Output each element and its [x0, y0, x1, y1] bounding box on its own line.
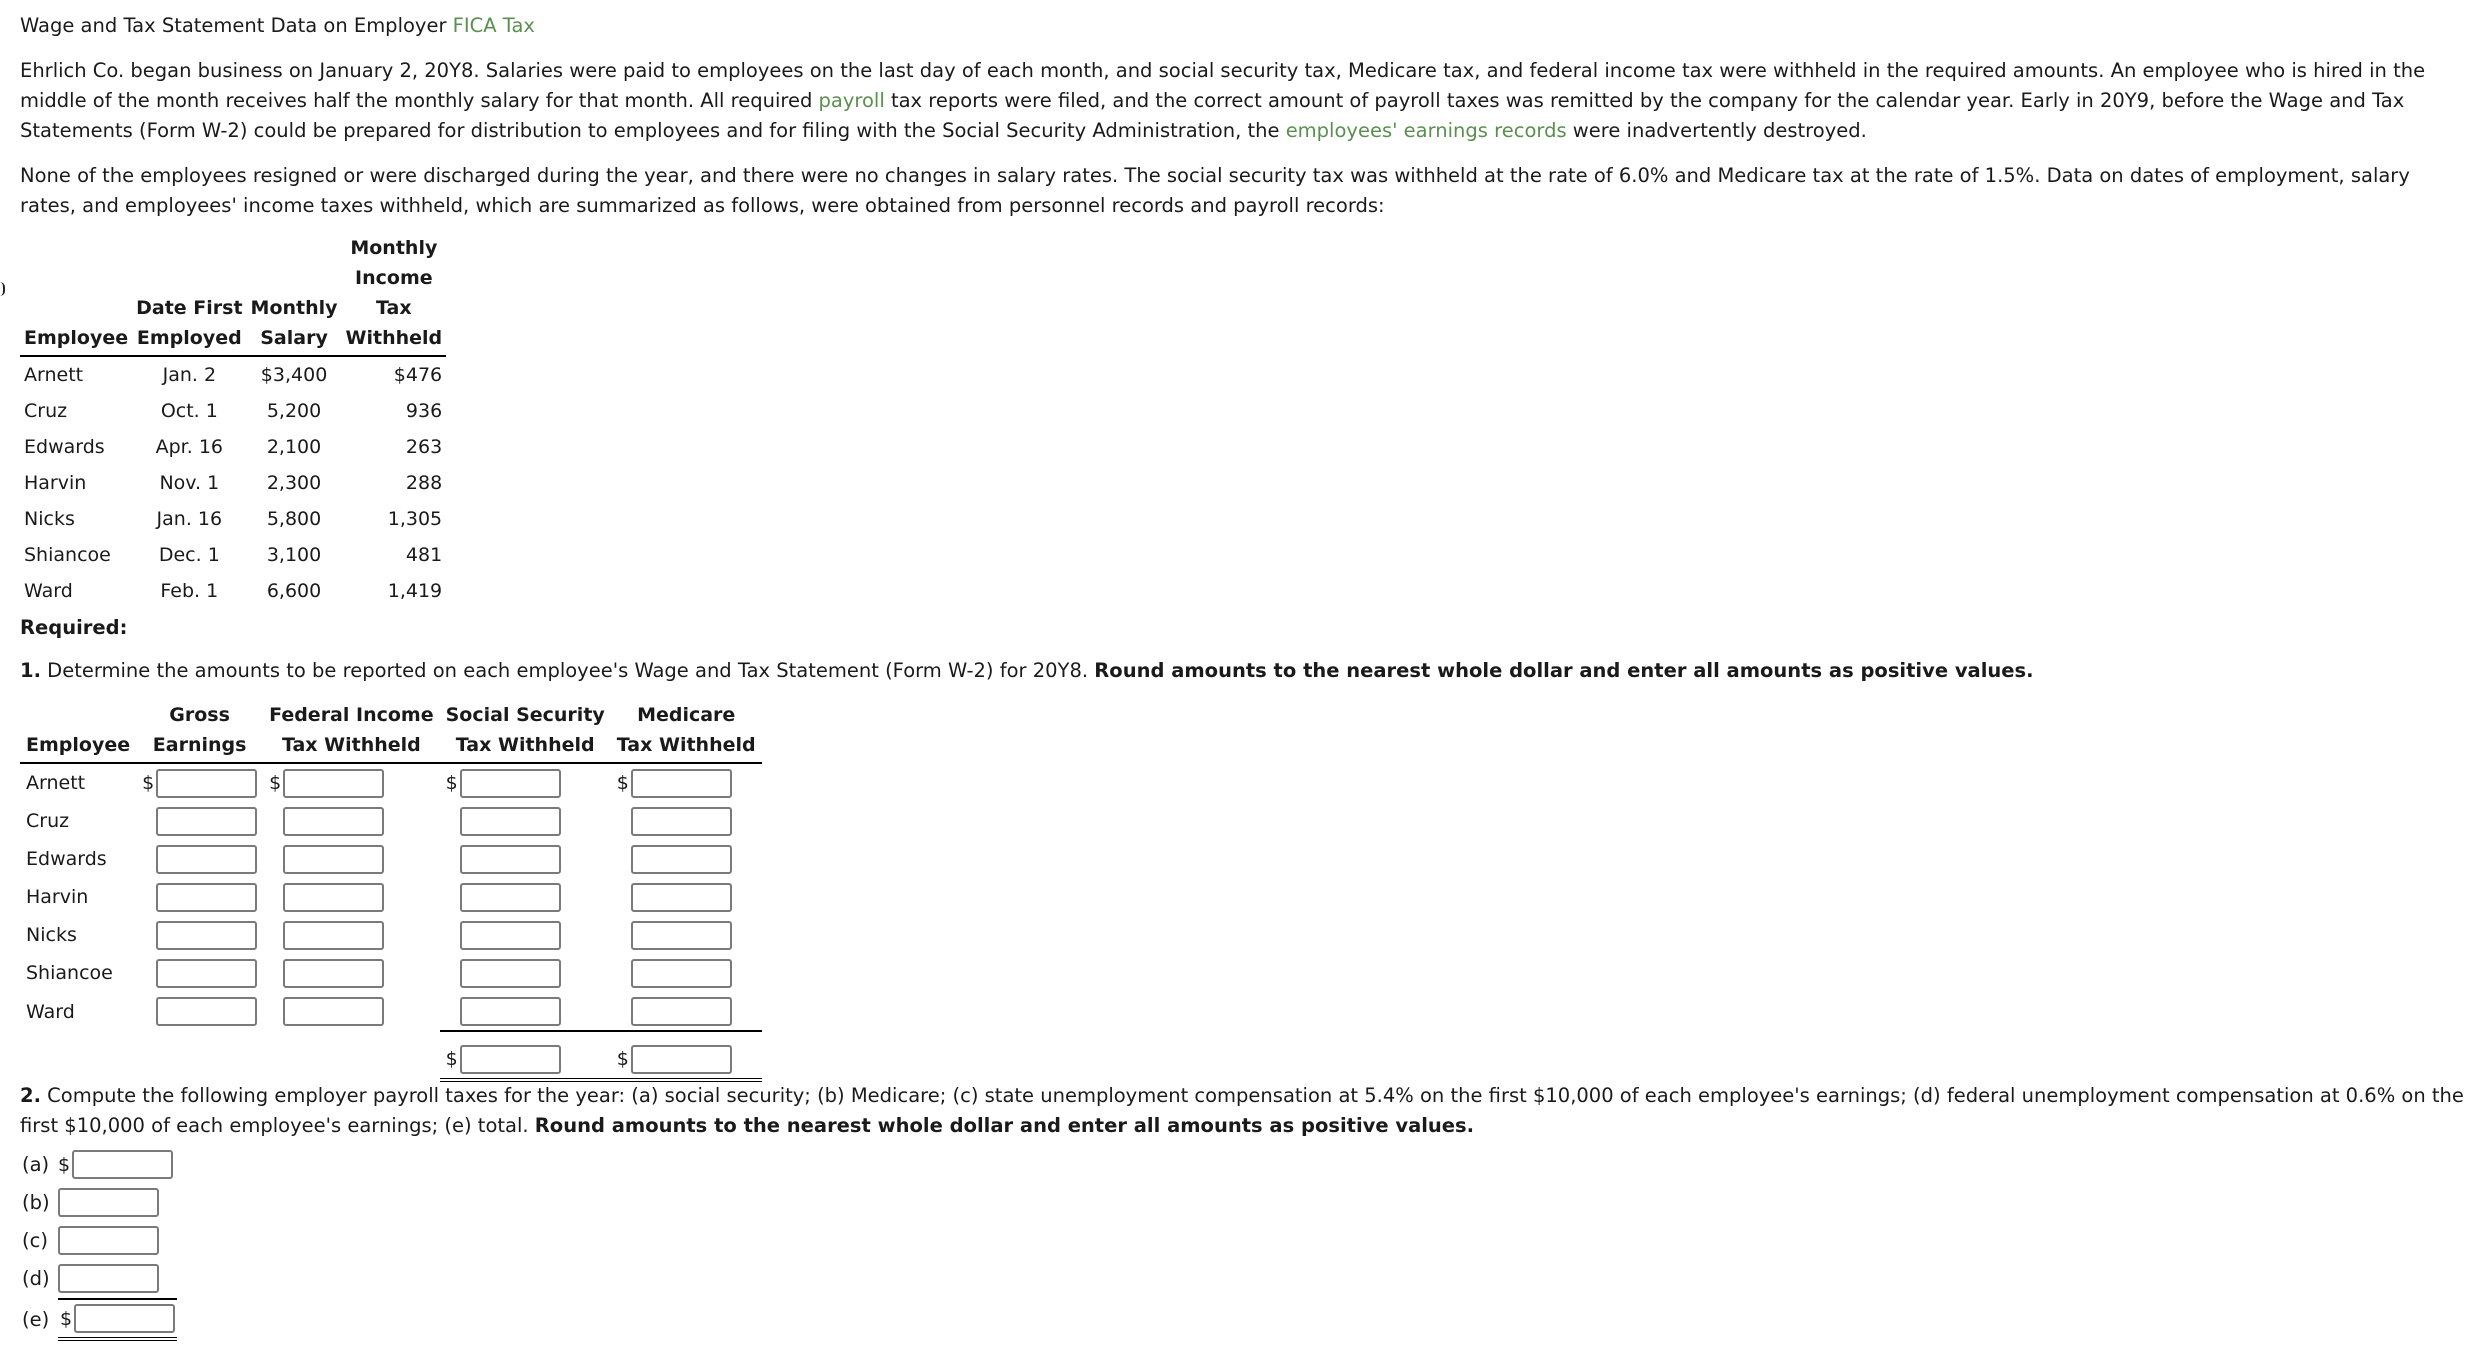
table-row [20, 954, 762, 992]
w2-employee-name: Edwards [26, 848, 107, 870]
federal-tax-input[interactable] [283, 807, 384, 836]
table-row [20, 840, 762, 878]
answer-b-input[interactable] [58, 1188, 159, 1217]
currency-symbol: $ [445, 1048, 458, 1070]
left-edge-marker [0, 282, 5, 296]
social-security-input[interactable] [460, 921, 561, 950]
w2-employee-name: Nicks [26, 924, 77, 946]
date-employed: Feb. 1 [160, 580, 219, 602]
monthly-salary: 6,600 [266, 580, 322, 602]
table-row [20, 356, 446, 393]
w2-employee-name: Cruz [26, 810, 70, 832]
question-2-number: 2. [20, 1084, 41, 1107]
monthly-tax: 1,419 [387, 580, 443, 602]
table-row [20, 501, 446, 537]
w2-answer-table [20, 700, 762, 1082]
answer-label-e: (e) [22, 1308, 50, 1331]
medicare-input[interactable] [631, 769, 732, 798]
question-1-instruction: Round amounts to the nearest whole dollar and enter all amounts as positive values. [1094, 659, 2034, 682]
federal-tax-input[interactable] [283, 883, 384, 912]
gross-earnings-input[interactable] [156, 883, 257, 912]
para1-text-1: Ehrlich Co. began business on January 2, 20Y8. Salaries were paid to employees on the last day of each month, and social security tax, Medicare tax, and federal income tax were withheld in the required amounts. An employee who is hired in the middle of the month receives half the monthly salary for that month. All required [20, 59, 2426, 112]
para1-text-3: were inadvertently destroyed. [1566, 119, 1867, 142]
answer-label-b: (b) [22, 1191, 50, 1214]
medicare-input[interactable] [631, 845, 732, 874]
table-row [20, 537, 446, 573]
employee-name: Cruz [24, 400, 68, 422]
w2-employee-header: Employee [20, 730, 136, 763]
social-security-total-input[interactable] [460, 1045, 561, 1074]
data-paragraph: None of the employees resigned or were discharged during the year, and there were no changes in salary rates. The social security tax was withheld at the rate of 6.0% and Medicare tax at the rate of 1.5%. Data on dates of employment, salary rates, and employees' income taxes withheld, which are summarized as follows, were obtained from personnel records and payroll records: [20, 164, 2410, 217]
currency-symbol: $ [60, 1307, 73, 1330]
date-employed: Jan. 2 [162, 364, 217, 386]
monthly-salary: 5,800 [266, 508, 322, 530]
federal-tax-input[interactable] [283, 921, 384, 950]
medicare-input[interactable] [631, 959, 732, 988]
currency-symbol: $ [445, 772, 458, 794]
ss-header-line1: Social Security [445, 704, 605, 726]
table-row [20, 393, 446, 429]
table-row [20, 465, 446, 501]
monthly-salary: $3,400 [260, 364, 328, 386]
social-security-input[interactable] [460, 769, 561, 798]
medicare-input[interactable] [631, 921, 732, 950]
monthly-tax: 936 [405, 400, 443, 422]
employee-name: Edwards [24, 436, 105, 458]
employee-header: Employee [20, 323, 132, 356]
date-employed: Nov. 1 [159, 472, 220, 494]
employee-name: Nicks [24, 508, 75, 530]
table-row [20, 573, 446, 609]
monthly-tax: $476 [393, 364, 443, 386]
fed-header-line1: Federal Income [269, 704, 434, 726]
ss-header-line2: Tax Withheld [440, 730, 611, 763]
total-underline [58, 1298, 177, 1341]
question-2 [20, 1081, 2470, 1141]
federal-tax-input[interactable] [283, 845, 384, 874]
monthly-salary: 5,200 [266, 400, 322, 422]
currency-symbol: $ [269, 772, 282, 794]
para1-text-2: tax reports were filed, and the correct amount of payroll taxes was remitted by the company for the calendar year. Early in 20Y9, before the Wage and Tax Statements (Form W-2) could be prepared for distribution to employees and for filing with the Social Security Administration, the [20, 89, 2405, 142]
monthly-tax: 288 [405, 472, 443, 494]
tax-header-line3: Tax [376, 297, 412, 319]
medicare-input[interactable] [631, 807, 732, 836]
gross-earnings-input[interactable] [156, 845, 257, 874]
table-row [20, 763, 762, 802]
date-employed: Oct. 1 [160, 400, 218, 422]
question-1-text: Determine the amounts to be reported on each employee's Wage and Tax Statement (Form W-2) for 20Y8. [40, 659, 1095, 682]
fed-header-line2: Tax Withheld [263, 730, 440, 763]
monthly-tax: 481 [405, 544, 443, 566]
tax-header-line2: Income [355, 267, 433, 289]
monthly-salary: 2,100 [266, 436, 322, 458]
gross-earnings-input[interactable] [156, 769, 257, 798]
monthly-tax: 1,305 [387, 508, 443, 530]
social-security-input[interactable] [460, 997, 561, 1026]
federal-tax-input[interactable] [283, 959, 384, 988]
employee-name: Arnett [24, 364, 84, 386]
gross-earnings-input[interactable] [156, 807, 257, 836]
federal-tax-input[interactable] [283, 997, 384, 1026]
table-row [20, 429, 446, 465]
date-header-line1: Date First [136, 297, 243, 319]
tax-header-line4: Withheld [342, 323, 447, 356]
salary-header-line1: Monthly [250, 297, 338, 319]
social-security-input[interactable] [460, 845, 561, 874]
answer-d-input[interactable] [58, 1264, 159, 1293]
monthly-tax: 263 [405, 436, 443, 458]
social-security-input[interactable] [460, 959, 561, 988]
currency-symbol: $ [616, 1048, 629, 1070]
medicare-total-input[interactable] [631, 1045, 732, 1074]
answer-a-input[interactable] [72, 1150, 173, 1179]
gross-earnings-input[interactable] [156, 959, 257, 988]
date-employed: Jan. 16 [156, 508, 223, 530]
answer-c-input[interactable] [58, 1226, 159, 1255]
employee-name: Ward [24, 580, 73, 602]
answer-row-c [22, 1226, 159, 1255]
answer-row-d [22, 1264, 159, 1293]
social-security-input[interactable] [460, 807, 561, 836]
federal-tax-input[interactable] [283, 769, 384, 798]
w2-employee-name: Shiancoe [26, 962, 113, 984]
w2-employee-name: Ward [26, 1000, 75, 1023]
date-header-line2: Employed [132, 323, 246, 356]
fica-tax-link[interactable]: FICA Tax [452, 14, 535, 37]
employee-data-table [20, 233, 446, 609]
w2-employee-name: Harvin [26, 886, 89, 908]
gross-earnings-input[interactable] [156, 921, 257, 950]
earnings-records-link[interactable]: employees' earnings records [1285, 119, 1567, 142]
question-2-instruction: Round amounts to the nearest whole dollar and enter all amounts as positive values. [534, 1114, 1475, 1137]
currency-symbol: $ [58, 1153, 71, 1176]
question-1-number: 1. [20, 659, 41, 682]
gross-header-line1: Gross [169, 704, 230, 726]
table-row [20, 878, 762, 916]
question-2-text: Compute the following employer payroll taxes for the year: (a) social security; (b) Medicare; (c) state unemployment compensation at 5.4% on the first $10,000 of each employee's earnings; (d) federal unemployment compensation at 0.6% on the first $10,000 of each employee's earnings; (e) total. [20, 1084, 2464, 1137]
medicare-input[interactable] [631, 997, 732, 1026]
answer-label-a: (a) [22, 1153, 50, 1176]
date-employed: Apr. 16 [155, 436, 224, 458]
gross-earnings-input[interactable] [156, 997, 257, 1026]
payroll-link[interactable]: payroll [818, 89, 885, 112]
totals-row [20, 1031, 762, 1080]
w2-employee-name: Arnett [26, 772, 86, 794]
currency-symbol: $ [616, 772, 629, 794]
answer-e-input[interactable] [74, 1304, 175, 1333]
answer-row-b [22, 1188, 159, 1217]
social-security-input[interactable] [460, 883, 561, 912]
salary-header-line2: Salary [247, 323, 342, 356]
answer-row-e [22, 1298, 177, 1341]
monthly-salary: 2,300 [266, 472, 322, 494]
answer-label-d: (d) [22, 1267, 50, 1290]
question-1 [20, 659, 2034, 682]
table-row [20, 802, 762, 840]
answer-label-c: (c) [22, 1229, 48, 1252]
answer-row-a [22, 1150, 173, 1179]
date-employed: Dec. 1 [158, 544, 220, 566]
table-row [20, 992, 762, 1031]
tax-header-line1: Monthly [350, 237, 438, 259]
med-header-line1: Medicare [637, 704, 736, 726]
gross-header-line2: Earnings [136, 730, 263, 763]
med-header-line2: Tax Withheld [611, 730, 762, 763]
page-title [20, 14, 535, 37]
employee-name: Shiancoe [24, 544, 111, 566]
employee-name: Harvin [24, 472, 87, 494]
title-prefix: Wage and Tax Statement Data on Employer [20, 14, 453, 37]
required-label: Required: [20, 616, 128, 639]
intro-paragraph [20, 56, 2470, 146]
table-row [20, 916, 762, 954]
currency-symbol: $ [142, 772, 155, 794]
medicare-input[interactable] [631, 883, 732, 912]
monthly-salary: 3,100 [266, 544, 322, 566]
